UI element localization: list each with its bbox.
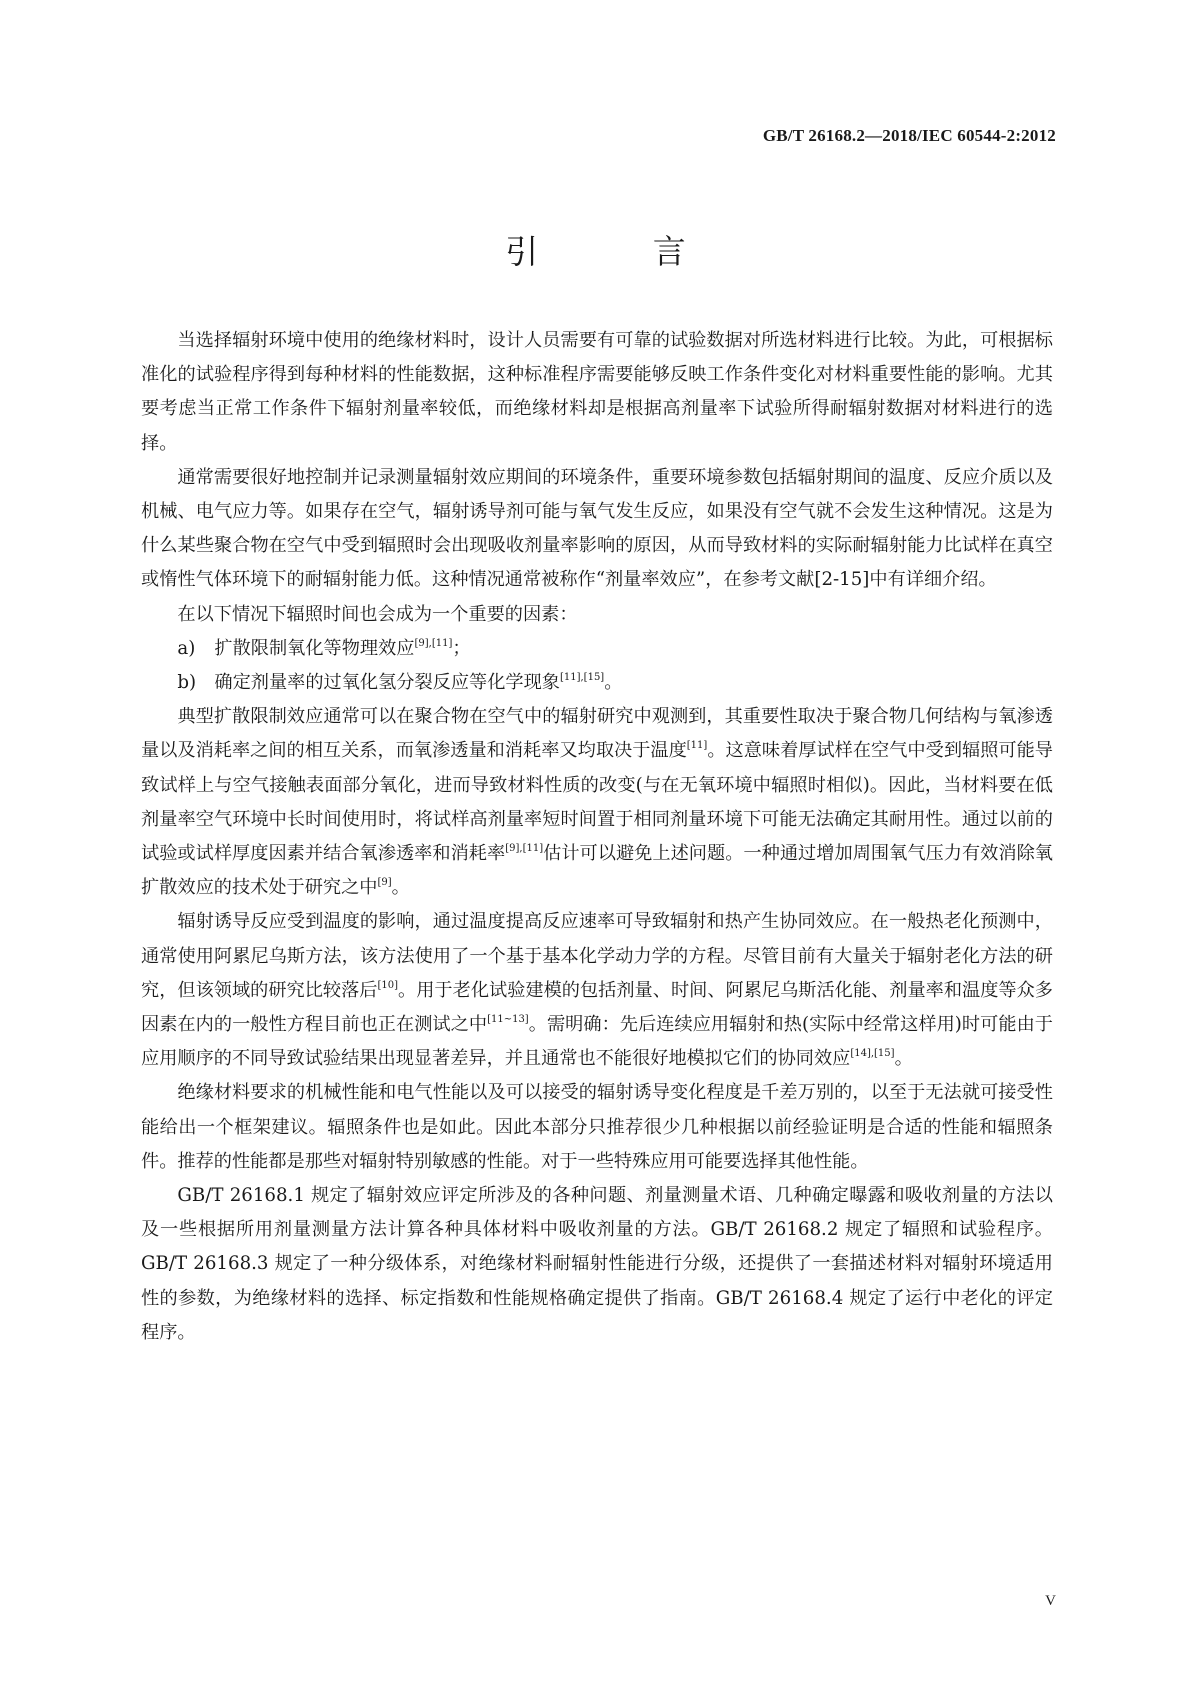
list-item-b-text: 确定剂量率的过氧化氢分裂反应等化学现象 bbox=[214, 672, 560, 694]
paragraph-4-part-1: 典型扩散限制效应通常可以在聚合物在空气中的辐射研究中观测到，其重要性取决于聚合物几何结构与氧渗透量以及消耗率之间的相互关系，而氧渗透量和消耗率又均取决于温度 bbox=[141, 706, 1053, 762]
paragraph-4-part-3: 估计可以避免上述问题。一种通过增加周围氧气压力有效消除氧扩散效应的技术处于研究之中 bbox=[141, 843, 1053, 899]
paragraph-2: 通常需要很好地控制并记录测量辐射效应期间的环境条件，重要环境参数包括辐射期间的温度、反应介质以及机械、电气应力等。如果存在空气，辐射诱导剂可能与氧气发生反应，如果没有空气就不会发生这种情况。这是为什么某些聚合物在空气中受到辐照时会出现吸收剂量率影响的原因，从而导致材料的实际耐辐射能力比试样在真空或惰性气体环境下的耐辐射能力低。这种情况通常被称作“剂量率效应”，在参考文献[2-15]中有详细介绍。 bbox=[141, 466, 1053, 591]
citation-ref: [14],[15] bbox=[850, 1048, 895, 1060]
page-title: 引 言 bbox=[505, 232, 738, 271]
citation-ref: [9] bbox=[377, 877, 392, 889]
page-number: V bbox=[1045, 1593, 1056, 1609]
paragraph-4 bbox=[141, 700, 1053, 905]
paragraph-3: 在以下情况下辐照时间也会成为一个重要的因素： bbox=[177, 603, 578, 625]
list-item-a-text: 扩散限制氧化等物理效应 bbox=[214, 637, 415, 659]
citation-ref: [10] bbox=[377, 979, 399, 991]
list-item-b-punct: 。 bbox=[604, 672, 623, 694]
paragraph-5-part-3: 。需明确：先后连续应用辐射和热(实际中经常这样用)时可能由于应用顺序的不同导致试验结果出现显著差异，并且通常也不能很好地模拟它们的协同效应 bbox=[141, 1014, 1053, 1070]
citation-ref: [11] bbox=[686, 740, 708, 752]
citation-ref: [11],[15] bbox=[559, 672, 605, 684]
body-text bbox=[141, 324, 1053, 1350]
paragraph-5-part-1: 辐射诱导反应受到温度的影响，通过温度提高反应速率可导致辐射和热产生协同效应。在一般热老化预测中，通常使用阿累尼乌斯方法，该方法使用了一个基于基本化学动力学的方程。尽管目前有大量关于辐射老化方法的研究，但该领域的研究比较落后 bbox=[141, 911, 1053, 1001]
list-item-a-label: a) bbox=[177, 637, 196, 659]
standard-code: GB/T 26168.2—2018/IEC 60544-2:2012 bbox=[762, 126, 1056, 145]
citation-ref: [11~13] bbox=[487, 1014, 529, 1026]
paragraph-4-part-2: 。这意味着厚试样在空气中受到辐照可能导致试样上与空气接触表面部分氧化，进而导致材料性质的改变(与在无氧环境中辐照时相似)。因此，当材料要在低剂量率空气环境中长时间使用时，将试样高剂量率短时间置于相同剂量环境下可能无法确定其耐用性。通过以前的试验或试样厚度因素并结合氧渗透率和消耗率 bbox=[141, 740, 1053, 865]
list-item-b bbox=[141, 666, 1053, 700]
paragraph-4-part-4: 。 bbox=[391, 877, 410, 899]
list-item-a-punct: ； bbox=[452, 637, 471, 659]
paragraph-1: 当选择辐射环境中使用的绝缘材料时，设计人员需要有可靠的试验数据对所选材料进行比较。为此，可根据标准化的试验程序得到每种材料的性能数据，这种标准程序需要能够反映工作条件变化对材料重要性能的影响。尤其要考虑当正常工作条件下辐射剂量率较低，而绝缘材料却是根据高剂量率下试验所得耐辐射数据对材料进行的选择。 bbox=[141, 330, 1053, 454]
paragraph-5-part-4: 。 bbox=[894, 1048, 913, 1070]
list-item-a bbox=[141, 632, 1053, 666]
paragraph-5-part-2: 。用于老化试验建模的包括剂量、时间、阿累尼乌斯活化能、剂量率和温度等众多因素在内的一般性方程目前也正在测试之中 bbox=[141, 979, 1053, 1036]
citation-ref: [9],[11] bbox=[505, 843, 544, 855]
citation-ref: [9],[11] bbox=[414, 637, 453, 649]
list-item-b-label: b) bbox=[177, 672, 197, 694]
paragraph-6: 绝缘材料要求的机械性能和电气性能以及可以接受的辐射诱导变化程度是千差万别的，以至于无法就可接受性能给出一个框架建议。辐照条件也是如此。因此本部分只推荐很少几种根据以前经验证明是合适的性能和辐照条件。推荐的性能都是那些对辐射特别敏感的性能。对于一些特殊应用可能要选择其他性能。 bbox=[141, 1082, 1053, 1172]
paragraph-7: GB/T 26168.1 规定了辐射效应评定所涉及的各种问题、剂量测量术语、几种确定曝露和吸收剂量的方法以及一些根据所用剂量测量方法计算各种具体材料中吸收剂量的方法。GB/T 26168.2 规定了辐照和试验程序。GB/T 26168.3 规定了一种分级体系，对绝缘材料耐辐射性能进行分级，还提供了一套描述材料对辐射环境适用性的参数，为绝缘材料的选择、标定指数和性能规格确定提供了指南。GB/T 26168.4 规定了运行中老化的评定程序。 bbox=[141, 1185, 1053, 1343]
paragraph-5 bbox=[141, 905, 1053, 1076]
